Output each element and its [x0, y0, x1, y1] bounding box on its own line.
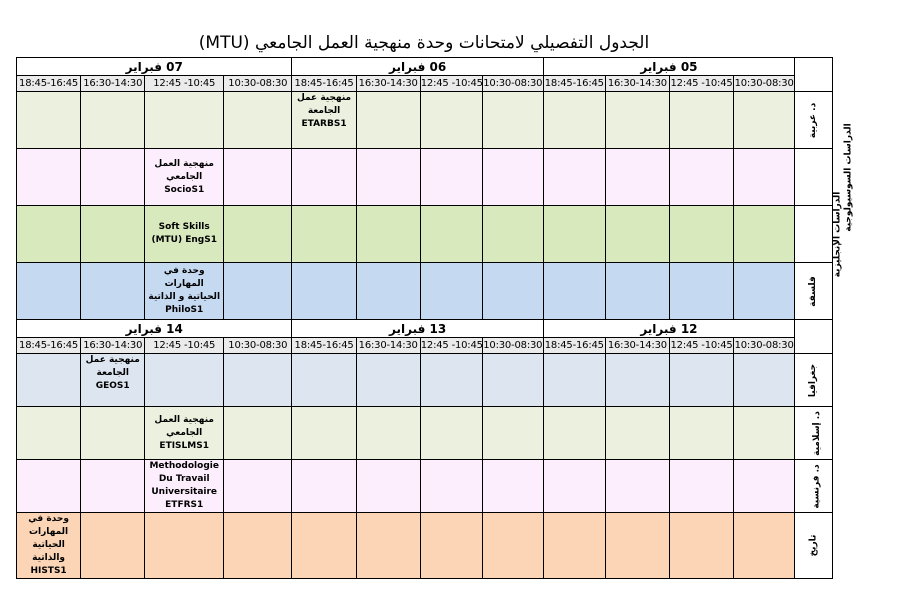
exam-cell — [482, 263, 543, 320]
time-slot: 12:45 -10:45 — [669, 76, 733, 92]
exam-cell — [543, 513, 605, 579]
exam-cell — [81, 263, 145, 320]
exam-cell — [669, 206, 733, 263]
exam-cell — [81, 206, 145, 263]
exam-cell — [420, 206, 482, 263]
exam-cell — [81, 92, 145, 149]
table-row-french — [17, 460, 833, 513]
row-label — [795, 92, 833, 149]
exam-cell — [482, 206, 543, 263]
exam-cell — [734, 354, 795, 407]
exam-cell — [482, 149, 543, 206]
time-slot: 18:45-16:45 — [17, 76, 81, 92]
exam-cell — [669, 407, 733, 460]
date-header-row — [17, 320, 833, 338]
exam-cell — [356, 513, 420, 579]
exam-cell: Soft Skills (MTU) EngS1 — [145, 206, 224, 263]
time-slot: 16:30-14:30 — [81, 76, 145, 92]
time-slot: 18:45-16:45 — [292, 338, 356, 354]
time-slot: 16:30-14:30 — [605, 338, 669, 354]
row-label — [795, 460, 833, 513]
row-label-text: د. فرنسية — [811, 463, 822, 509]
exam-cell — [605, 206, 669, 263]
time-slot: 12:45 -10:45 — [145, 76, 224, 92]
exam-cell — [292, 149, 356, 206]
exam-cell — [605, 460, 669, 513]
exam-cell — [669, 354, 733, 407]
exam-cell — [292, 354, 356, 407]
exam-cell — [734, 149, 795, 206]
time-slot: 10:30-08:30 — [482, 76, 543, 92]
time-slot: 16:30-14:30 — [356, 338, 420, 354]
exam-cell — [224, 263, 292, 320]
time-slot: 10:30-08:30 — [734, 338, 795, 354]
table-row-history — [17, 513, 833, 579]
row-label — [795, 354, 833, 407]
date-header: 06 فبراير — [292, 58, 543, 76]
exam-cell — [734, 407, 795, 460]
row-label-text: الدراسات السوسيولوجية — [843, 122, 854, 232]
exam-cell — [734, 263, 795, 320]
exam-cell — [605, 354, 669, 407]
exam-cell — [17, 407, 81, 460]
time-slot: 12:45 -10:45 — [420, 76, 482, 92]
page-title: الجدول التفصيلي لامتحانات وحدة منهجية العمل الجامعي (MTU) — [198, 33, 650, 53]
exam-cell — [482, 513, 543, 579]
time-header-row — [17, 338, 833, 354]
time-slot: 12:45 -10:45 — [420, 338, 482, 354]
time-slot: 16:30-14:30 — [605, 76, 669, 92]
row-label — [795, 122, 854, 232]
row-label — [795, 191, 843, 277]
row-label — [795, 263, 833, 320]
exam-cell — [145, 354, 224, 407]
time-header-row — [17, 76, 833, 92]
exam-cell: Methodologie Du Travail Universitaire ETFRS1 — [145, 460, 224, 513]
exam-cell — [734, 460, 795, 513]
exam-cell — [17, 206, 81, 263]
exam-cell — [356, 460, 420, 513]
exam-cell: منهجية عمل الجامعة GEOS1 — [81, 354, 145, 407]
exam-cell — [605, 149, 669, 206]
exam-cell — [543, 206, 605, 263]
exam-cell — [224, 513, 292, 579]
exam-cell — [605, 407, 669, 460]
exam-cell — [356, 92, 420, 149]
exam-cell — [543, 92, 605, 149]
exam-cell — [543, 407, 605, 460]
exam-cell — [605, 263, 669, 320]
table-row-islamic — [17, 407, 833, 460]
exam-cell — [145, 513, 224, 579]
exam-cell — [17, 263, 81, 320]
exam-cell — [356, 206, 420, 263]
exam-cell — [543, 149, 605, 206]
exam-cell — [734, 513, 795, 579]
schedule-table-week2 — [16, 319, 833, 579]
time-slot: 10:30-08:30 — [734, 76, 795, 92]
date-header: 14 فبراير — [17, 320, 292, 338]
exam-cell — [734, 206, 795, 263]
exam-cell — [81, 460, 145, 513]
corner-cell — [795, 58, 833, 92]
exam-cell — [224, 460, 292, 513]
exam-cell — [224, 149, 292, 206]
exam-cell — [669, 92, 733, 149]
table-row-socio — [17, 149, 833, 206]
exam-cell — [224, 354, 292, 407]
exam-cell: وحدة في المهارات الحياتية و الذاتية PhiloS1 — [145, 263, 224, 320]
time-slot: 16:30-14:30 — [356, 76, 420, 92]
exam-cell — [17, 92, 81, 149]
time-slot: 10:30-08:30 — [224, 338, 292, 354]
date-header: 13 فبراير — [292, 320, 543, 338]
date-header-row — [17, 58, 833, 76]
time-slot: 18:45-16:45 — [543, 76, 605, 92]
exam-cell — [292, 513, 356, 579]
exam-cell — [543, 354, 605, 407]
row-label-text: د. إسلامية — [811, 410, 822, 456]
date-header: 12 فبراير — [543, 320, 794, 338]
exam-cell — [482, 92, 543, 149]
exam-cell — [420, 149, 482, 206]
table-row-philosophy — [17, 263, 833, 320]
exam-cell — [543, 460, 605, 513]
exam-cell — [81, 149, 145, 206]
exam-cell — [420, 460, 482, 513]
table-row-arabic — [17, 92, 833, 149]
exam-cell: وحدة في المهارات الحياتية والذاتية HISTS1 — [17, 513, 81, 579]
exam-cell — [420, 354, 482, 407]
date-header: 05 فبراير — [543, 58, 794, 76]
exam-cell — [669, 513, 733, 579]
exam-cell — [482, 460, 543, 513]
exam-cell — [605, 513, 669, 579]
row-label — [795, 407, 833, 460]
exam-cell — [356, 263, 420, 320]
exam-cell — [734, 92, 795, 149]
exam-cell — [17, 354, 81, 407]
exam-cell: منهجية العمل الجامعي SocioS1 — [145, 149, 224, 206]
time-slot: 10:30-08:30 — [482, 338, 543, 354]
exam-cell — [292, 206, 356, 263]
exam-cell — [420, 263, 482, 320]
time-slot: 18:45-16:45 — [543, 338, 605, 354]
time-slot: 12:45 -10:45 — [669, 338, 733, 354]
exam-cell — [81, 513, 145, 579]
table-row-geography — [17, 354, 833, 407]
exam-cell — [292, 263, 356, 320]
exam-cell — [17, 460, 81, 513]
exam-cell: منهجية عمل الجامعة ETARBS1 — [292, 92, 356, 149]
exam-cell: منهجية العمل الجامعي ETISLMS1 — [145, 407, 224, 460]
exam-cell — [420, 407, 482, 460]
exam-cell — [356, 354, 420, 407]
row-label-text: الدراسات الإنجليزية — [832, 191, 843, 277]
row-label-text: جغرافيا — [808, 363, 819, 397]
schedule-table-week1 — [16, 57, 854, 320]
time-slot: 12:45 -10:45 — [145, 338, 224, 354]
time-slot: 18:45-16:45 — [17, 338, 81, 354]
exam-cell — [356, 407, 420, 460]
row-label-text: فلسفة — [808, 275, 819, 307]
exam-cell — [81, 407, 145, 460]
exam-cell — [669, 149, 733, 206]
time-slot: 10:30-08:30 — [224, 76, 292, 92]
table-row-english — [17, 206, 833, 263]
date-header: 07 فبراير — [17, 58, 292, 76]
exam-cell — [420, 92, 482, 149]
exam-cell — [482, 407, 543, 460]
exam-cell — [482, 354, 543, 407]
row-label-text: د. عربية — [808, 102, 819, 138]
exam-cell — [356, 149, 420, 206]
exam-cell — [292, 407, 356, 460]
exam-cell — [292, 460, 356, 513]
time-slot: 16:30-14:30 — [81, 338, 145, 354]
exam-cell — [224, 92, 292, 149]
row-label-text: تاريخ — [808, 534, 819, 557]
exam-cell — [669, 460, 733, 513]
row-label — [795, 513, 833, 579]
exam-cell — [224, 206, 292, 263]
exam-cell — [605, 92, 669, 149]
exam-cell — [224, 407, 292, 460]
exam-cell — [145, 92, 224, 149]
exam-cell — [669, 263, 733, 320]
corner-cell — [795, 320, 833, 354]
exam-cell — [17, 149, 81, 206]
time-slot: 18:45-16:45 — [292, 76, 356, 92]
exam-cell — [420, 513, 482, 579]
exam-cell — [543, 263, 605, 320]
